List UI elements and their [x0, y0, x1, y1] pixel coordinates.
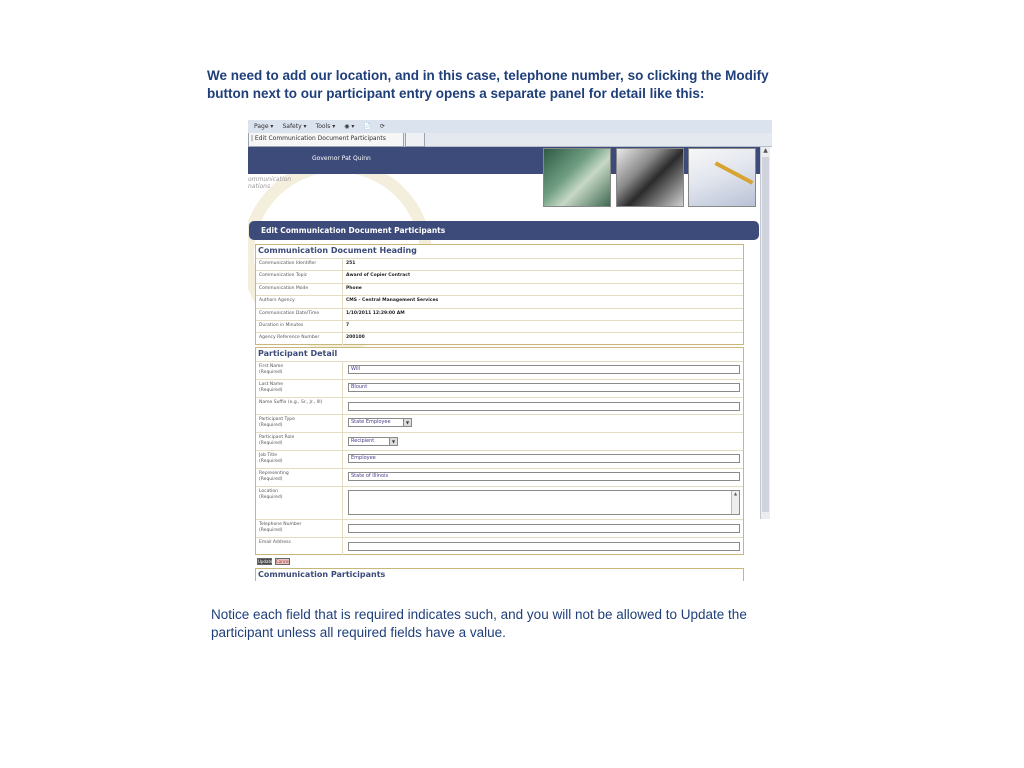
- document-heading-section: [255, 244, 744, 345]
- money-photo: [543, 148, 611, 207]
- chevron-down-icon[interactable]: ▼: [389, 438, 397, 445]
- page-icon[interactable]: 📄: [363, 123, 371, 130]
- participant-detail-section: [255, 347, 744, 555]
- update-button[interactable]: Update: [258, 559, 273, 564]
- note-text: Notice each field that is required indicates such, and you will not be allowed to Update the participant unless all required fields have a value.: [211, 607, 747, 640]
- suffix-row: Name Suffix (e.g., Sr., Jr., III): [256, 397, 743, 414]
- representing-field[interactable]: State of Illinois: [348, 472, 740, 481]
- participant-role-select[interactable]: Recipient ▼: [348, 437, 398, 446]
- table-row: Agency Reference Number 200100: [256, 332, 743, 344]
- cancel-button[interactable]: Cancel: [276, 559, 290, 564]
- telephone-row: Telephone Number (Required): [256, 519, 743, 537]
- section-title: Communication Participants: [258, 570, 386, 579]
- table-row: Communication Mode Phone: [256, 283, 743, 295]
- page-heading: Edit Communication Document Participants: [261, 226, 446, 235]
- first-name-row: First Name (Required) Will: [256, 361, 743, 379]
- telephone-field[interactable]: [348, 524, 740, 533]
- table-row: Authors Agency CMS - Central Management Services: [256, 295, 743, 307]
- banner-side-text: ommunication nations: [248, 176, 292, 190]
- participants-section: [255, 568, 744, 581]
- form-buttons: [257, 558, 290, 565]
- table-row: Communication Identifier 251: [256, 258, 743, 270]
- participant-type-select[interactable]: State Employee ▼: [348, 418, 412, 427]
- email-row: Email Address: [256, 537, 743, 555]
- textarea-scrollbar[interactable]: ▲: [731, 491, 739, 514]
- name-suffix-field[interactable]: [348, 402, 740, 411]
- refresh-icon[interactable]: ⟳: [379, 123, 385, 130]
- page-menu[interactable]: Page ▾: [254, 123, 274, 130]
- safety-menu[interactable]: Safety ▾: [282, 123, 307, 130]
- embedded-screenshot: [248, 120, 772, 581]
- new-tab[interactable]: [405, 133, 425, 147]
- last-name-field[interactable]: Blount: [348, 383, 740, 392]
- browser-tab[interactable]: | Edit Communication Document Participants: [248, 133, 404, 147]
- job-title-row: Job Title (Required) Employee: [256, 450, 743, 468]
- scroll-up-icon[interactable]: ▲: [763, 147, 768, 154]
- browser-tab-bar: [248, 133, 772, 147]
- section-title: Participant Detail: [258, 349, 338, 358]
- section-title: Communication Document Heading: [258, 246, 417, 255]
- job-title-field[interactable]: Employee: [348, 454, 740, 463]
- document-pencil-photo: [688, 148, 756, 207]
- governor-name: Governor Pat Quinn: [312, 155, 371, 162]
- location-row: Location (Required) ▲: [256, 486, 743, 519]
- first-name-field[interactable]: Will: [348, 365, 740, 374]
- table-row: Communication Date/Time 1/10/2011 12:29:00 AM: [256, 308, 743, 320]
- email-field[interactable]: [348, 542, 740, 551]
- tools-menu[interactable]: Tools ▾: [315, 123, 336, 130]
- office-photo: [616, 148, 684, 207]
- page-heading-bar: [249, 221, 759, 240]
- participant-type-row: Participant Type (Required) State Employee ▼: [256, 414, 743, 432]
- representing-row: Representing (Required) State of Illinois: [256, 468, 743, 486]
- browser-toolbar: [248, 120, 772, 133]
- scroll-thumb[interactable]: [762, 157, 769, 512]
- table-row: Duration in Minutes 7: [256, 320, 743, 332]
- location-textarea[interactable]: [348, 490, 740, 515]
- participant-role-row: Participant Role (Required) Recipient ▼: [256, 432, 743, 450]
- table-row: Communication Topic Award of Copier Contract: [256, 270, 743, 282]
- chevron-down-icon[interactable]: ▼: [403, 419, 411, 426]
- intro-text: We need to add our location, and in this case, telephone number, so clicking the Modify button next to our participant entry opens a separate panel for detail like this:: [207, 68, 769, 101]
- help-icon[interactable]: ◉ ▾: [344, 123, 355, 130]
- last-name-row: Last Name (Required) Blount: [256, 379, 743, 397]
- page-scrollbar[interactable]: [760, 147, 770, 519]
